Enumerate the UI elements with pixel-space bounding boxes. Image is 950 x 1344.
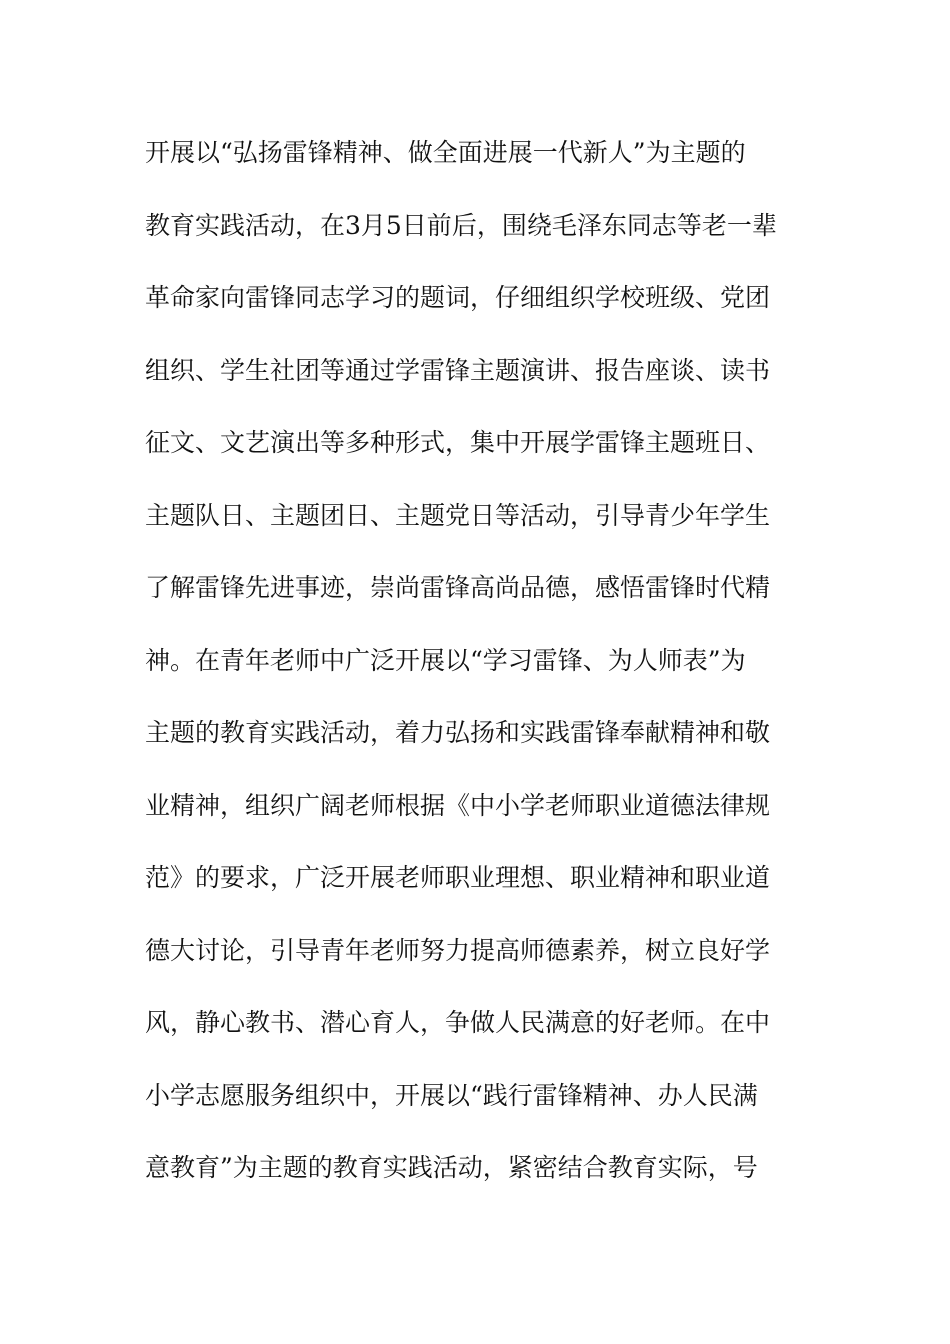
text-line: 范》的要求，广泛开展老师职业理想、职业精神和职业道	[145, 863, 771, 892]
text-line: 主题队日、主题团日、主题党日等活动，引导青少年学生	[145, 500, 771, 530]
text-line: 业精神，组织广阔老师根据《中小学老师职业道德法律规	[145, 790, 771, 820]
text-line: 风，静心教书、潜心育人，争做人民满意的好老师。在中	[145, 1008, 771, 1037]
text-line: 组织、学生社团等通过学雷锋主题演讲、报告座谈、读书	[145, 355, 771, 385]
text-line: 德大讨论，引导青年老师努力提高师德素养，树立良好学	[145, 935, 771, 965]
text-line: 神。在青年老师中广泛开展以“学习雷锋、为人师表”为	[145, 645, 746, 675]
text-line: 了解雷锋先进事迹，崇尚雷锋高尚品德，感悟雷锋时代精	[145, 573, 771, 602]
text-line: 教育实践活动，在3月5日前后，围绕毛泽东同志等老一辈	[145, 210, 777, 240]
text-line: 主题的教育实践活动，着力弘扬和实践雷锋奉献精神和敬	[145, 718, 771, 747]
text-line: 革命家向雷锋同志学习的题词，仔细组织学校班级、党团	[145, 283, 771, 312]
text-line: 开展以“弘扬雷锋精神、做全面进展一代新人”为主题的	[145, 138, 746, 167]
text-line: 小学志愿服务组织中，开展以“践行雷锋精神、办人民满	[145, 1080, 758, 1110]
body-text	[145, 125, 815, 1213]
text-line: 意教育”为主题的教育实践活动，紧密结合教育实际，号	[145, 1153, 758, 1182]
text-line: 征文、文艺演出等多种形式，集中开展学雷锋主题班日、	[145, 428, 771, 457]
